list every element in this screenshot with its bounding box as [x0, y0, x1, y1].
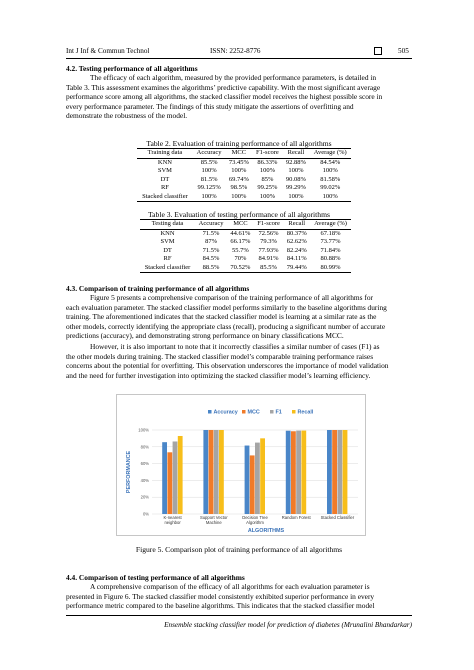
footer-text: Ensemble stacking classifier model for prediction of diabetes (Mrunalini Bhandarkar)	[164, 621, 412, 629]
paragraph-4-4: A comprehensive comparison of the efficacy of all algorithms for each evaluation parameter is presented in Figure 6. The stacked classifier model consistently exhibited superior performance in every performance metric compared to the baseline algorithms. This indicates that the stacked classifier model	[66, 582, 375, 611]
paragraph-4-3b: However, it is also important to note that it incorrectly classifies a similar number of cases (F1) as the other models during training. The stacked classifier model’s comparable training performance raises concerns about the potential for overfitting. This observation underscores the importance of model validation and the need for further investigation into optimizing the stacked classifier model’s learning efficiency.	[66, 342, 389, 380]
table-cell: 84.11%	[286, 255, 307, 262]
table-row	[137, 158, 351, 167]
table-cell: DT	[163, 246, 172, 254]
bar-recall-2	[260, 438, 265, 514]
journal-name: Int J Inf & Commun Technol	[66, 47, 150, 55]
table-cell: SVM	[160, 238, 175, 245]
table-header-cell: F1-score	[254, 220, 284, 230]
table-cell: 100%	[282, 193, 309, 202]
x-tick-label: Support Vector Machine	[199, 515, 228, 525]
table-header-cell: Testing data	[140, 220, 195, 230]
y-tick-label: 60%	[140, 461, 149, 467]
table-cell: 67.18%	[320, 229, 341, 237]
table-row	[140, 238, 351, 247]
table-cell: 85.5%	[200, 158, 218, 166]
table-cell: KNN	[160, 229, 175, 237]
table-cell: 77.93%	[258, 246, 279, 254]
bar-mcc-1	[209, 430, 214, 514]
table-header-cell: Recall	[282, 149, 309, 159]
table-cell: 100%	[259, 167, 275, 174]
figure-5-caption: Figure 5. Comparison plot of training performance of all algorithms	[135, 545, 343, 554]
table-cell: 100%	[201, 167, 217, 174]
header-rule	[66, 58, 412, 59]
x-tick-label: Stacked Classifier	[320, 515, 355, 520]
bar-f1-1	[214, 430, 219, 514]
table-cell: 70.52%	[227, 264, 254, 273]
legend-swatch	[208, 410, 212, 414]
table-cell: 100%	[309, 193, 351, 202]
table-header-cell: Accuracy	[193, 149, 226, 159]
page-number: 505	[398, 47, 409, 55]
table-cell: 71.5%	[202, 229, 220, 237]
section-heading-4-2: 4.2. Testing performance of all algorithms	[66, 64, 198, 73]
table-cell: 100%	[231, 167, 247, 174]
bar-mcc-4	[332, 430, 337, 514]
table-cell: 90.08%	[285, 175, 306, 183]
table-cell: 100%	[193, 193, 226, 202]
table-cell: KNN	[157, 158, 172, 166]
bar-recall-0	[178, 436, 183, 514]
bar-accuracy-2	[245, 446, 250, 514]
table-header-cell: Average (%)	[310, 220, 351, 230]
table-cell: 81.58%	[320, 175, 341, 183]
training-performance-chart	[116, 394, 366, 536]
bar-f1-4	[337, 430, 342, 514]
section-heading-4-4: 4.4. Comparison of testing performance of all algorithms	[66, 573, 245, 582]
legend-swatch	[292, 410, 296, 414]
bar-accuracy-0	[162, 442, 167, 514]
legend-label: Accuracy	[213, 409, 238, 416]
y-tick-label: 0%	[142, 511, 149, 517]
table-row	[140, 264, 351, 273]
table-cell: 88.5%	[195, 264, 227, 273]
table-2-caption: Table 2. Evaluation of training performance of all algorithms	[146, 139, 332, 148]
table-row	[137, 193, 351, 202]
table-cell: 99.125%	[197, 184, 221, 191]
table-cell: 69.74%	[228, 175, 249, 183]
table-cell: 84.54%	[320, 158, 341, 166]
table-header-cell: MCC	[227, 220, 254, 230]
x-tick-label: Decision Tree Algorithm	[242, 515, 268, 525]
table-cell: 86.33%	[257, 158, 278, 166]
issn: ISSN: 2252-8776	[210, 47, 261, 55]
table-3	[140, 219, 351, 273]
bar-accuracy-1	[203, 430, 208, 514]
table-cell: 99.02%	[320, 184, 341, 191]
legend-label: F1	[275, 409, 282, 416]
legend-swatch	[242, 410, 246, 414]
y-tick-label: 80%	[140, 444, 149, 450]
table-header-cell: MCC	[225, 149, 252, 159]
table-cell: 100%	[252, 193, 282, 202]
table-cell: Stacked classifier	[137, 193, 193, 202]
bar-f1-3	[296, 431, 301, 514]
table-cell: 81.5%	[200, 175, 218, 183]
table-cell: 99.29%	[285, 184, 306, 191]
table-cell: 82.24%	[286, 246, 307, 254]
bar-recall-1	[219, 430, 224, 514]
legend-label: Recall	[297, 409, 314, 416]
table-cell: DT	[160, 175, 170, 183]
table-cell: 72.56%	[258, 229, 279, 237]
x-tick-label: Random Forest	[281, 515, 311, 520]
table-cell: 80.88%	[320, 255, 341, 262]
y-tick-label: 40%	[140, 477, 149, 483]
y-axis-label: PERFORMANCE	[126, 450, 132, 494]
table-cell: 79.3%	[260, 238, 277, 245]
table-cell: 66.17%	[230, 238, 251, 245]
x-axis-label: ALGORITHMS	[247, 528, 285, 534]
table-cell: 85%	[261, 175, 274, 183]
bar-f1-0	[173, 441, 178, 514]
table-header-cell: F1-score	[252, 149, 282, 159]
legend-swatch	[270, 410, 274, 414]
x-tick-label: K-nearest neighbor	[163, 515, 182, 525]
section-heading-4-3: 4.3. Comparison of training performance of all algorithms	[66, 284, 250, 293]
bar-mcc-0	[167, 452, 172, 514]
table-row	[140, 255, 351, 264]
table-cell: 99.25%	[257, 184, 278, 191]
table-row	[137, 167, 351, 176]
table-cell: RF	[163, 255, 172, 262]
table-cell: 98.5%	[230, 184, 248, 191]
y-tick-label: 100%	[138, 427, 149, 433]
bar-recall-4	[343, 430, 348, 514]
table-3-caption: Table 3. Evaluation of testing performance of all algorithms	[148, 210, 330, 219]
table-cell: 70%	[234, 255, 247, 262]
bar-mcc-2	[250, 455, 255, 514]
table-cell: 84.5%	[202, 255, 220, 262]
paragraph-4-3a: Figure 5 presents a comprehensive comparison of the training performance of all algorithms for each evaluation parameter. The stacked classifier model performs similarly to the baseline algorithms during training. The aforementioned indicates that the stacked classifier model is learning at a similar rate as the other models, correctly identifying the appropriate class (recall), producing a significant number of accurate predictions (accuracy), and demonstrating strong performance on binary classifications MCC.	[66, 293, 387, 341]
table-cell: 71.5%	[202, 246, 220, 254]
table-2	[137, 148, 351, 202]
box-icon	[374, 47, 382, 55]
footer-rule	[66, 615, 412, 616]
table-cell: 80.37%	[286, 229, 307, 237]
table-row	[137, 184, 351, 193]
table-cell: 85.5%	[254, 264, 284, 273]
table-cell: 92.88%	[285, 158, 306, 166]
bar-accuracy-3	[286, 431, 291, 514]
y-tick-label: 20%	[140, 494, 149, 500]
table-header-cell: Recall	[283, 220, 310, 230]
table-cell: 44.61%	[230, 229, 251, 237]
table-row	[140, 229, 351, 238]
table-cell: 55.7%	[232, 246, 249, 254]
bar-accuracy-4	[327, 430, 332, 514]
table-cell: SVM	[157, 167, 172, 174]
table-cell: 73.77%	[320, 238, 341, 245]
table-header-cell: Accuracy	[195, 220, 227, 230]
table-cell: RF	[160, 184, 169, 191]
table-cell: 84.91%	[258, 255, 279, 262]
bar-mcc-3	[291, 431, 296, 514]
table-cell: 71.84%	[320, 246, 341, 254]
table-cell: Stacked classifier	[140, 264, 195, 273]
table-cell: 80.99%	[310, 264, 351, 273]
table-header-cell: Average (%)	[309, 149, 351, 159]
table-cell: 100%	[322, 167, 338, 174]
table-cell: 100%	[225, 193, 252, 202]
legend-label: MCC	[247, 409, 260, 416]
table-header-cell: Training data	[137, 149, 193, 159]
bar-f1-2	[255, 443, 260, 514]
table-cell: 87%	[205, 238, 218, 245]
table-cell: 73.45%	[228, 158, 249, 166]
table-cell: 62.62%	[286, 238, 307, 245]
table-cell: 100%	[288, 167, 304, 174]
paragraph-4-2: The efficacy of each algorithm, measured by the provided performance parameters, is detailed in Table 3. This assessment examines the algorithms’ predictive capability. With the most significant average performance score among all algorithms, the stacked classifier model receives the highest possible score in every performance parameter. The findings of this study mitigate the assertions of overfitting and demonstrate the robustness of the model.	[66, 73, 383, 121]
table-row	[137, 176, 351, 185]
table-row	[140, 247, 351, 256]
bar-recall-3	[301, 431, 306, 514]
table-cell: 79.44%	[283, 264, 310, 273]
